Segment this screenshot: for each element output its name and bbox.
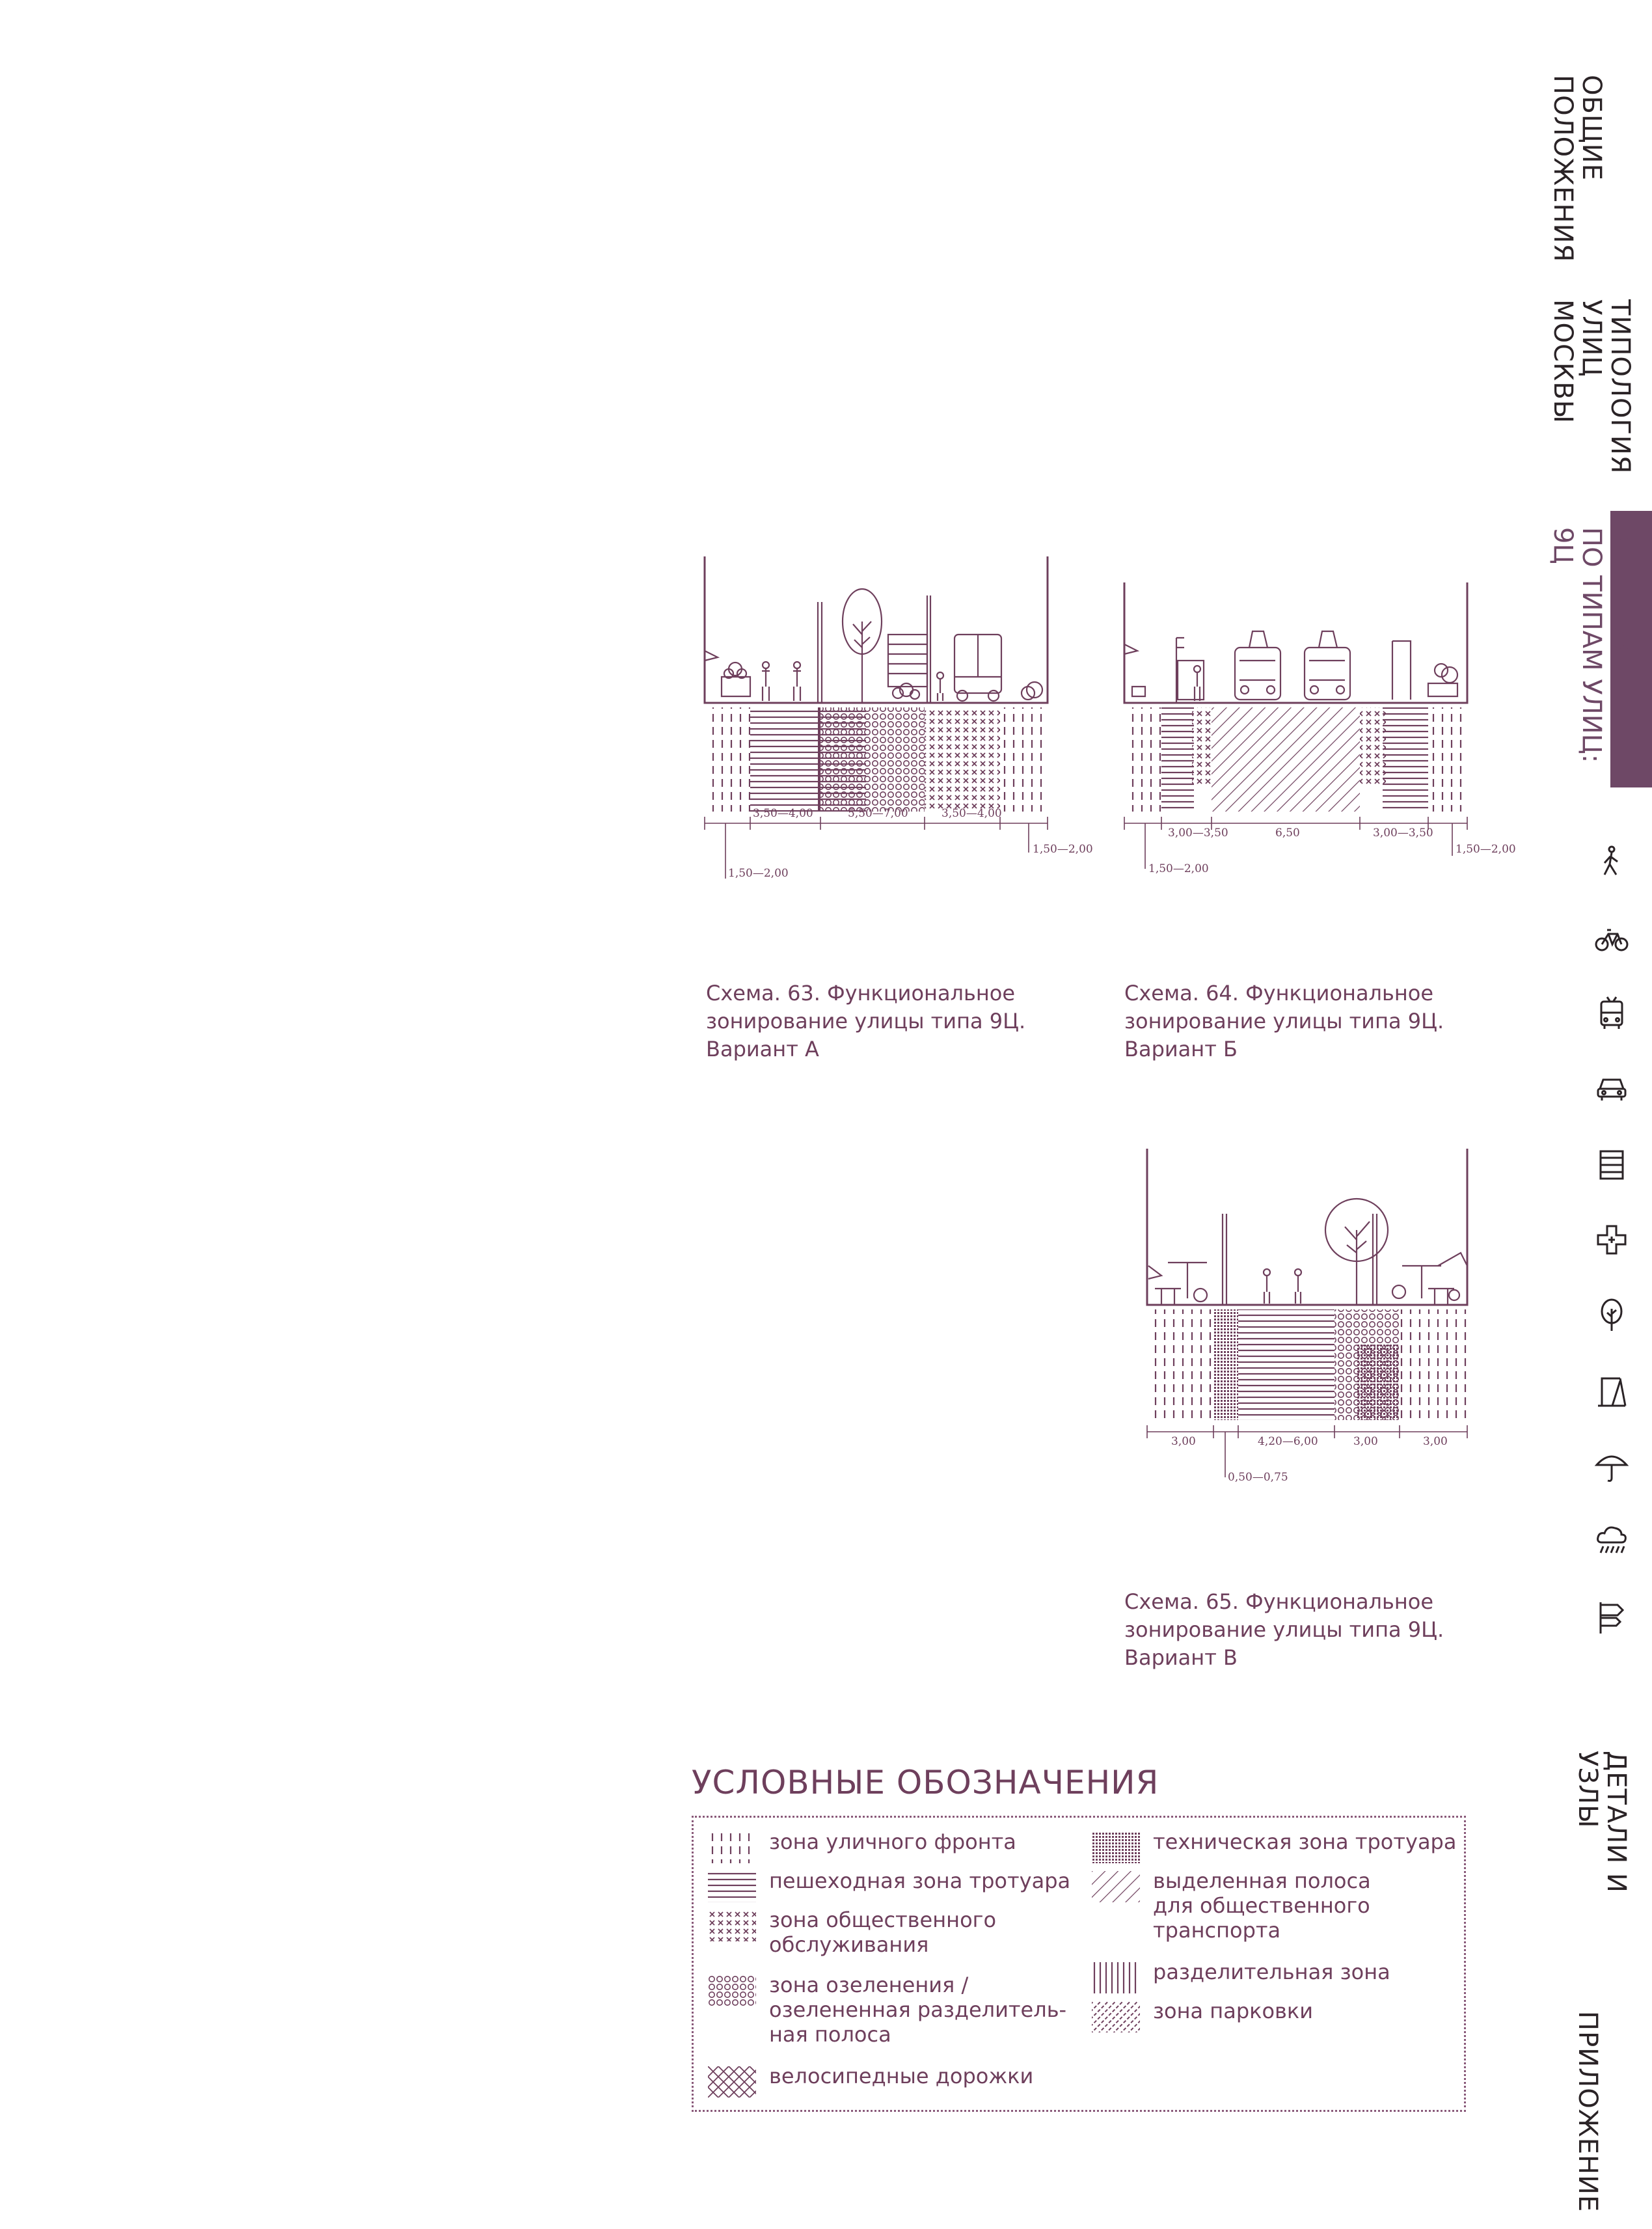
dim-label: 0,50—0,75 bbox=[1228, 1471, 1288, 1484]
nav-solutions[interactable]: РЕШЕНИЯ ПО ТИПАМ УЛИЦ: 9Ц bbox=[1548, 527, 1635, 763]
dim-label: 1,50—2,00 bbox=[1148, 862, 1209, 875]
dim-label: 1,50—2,00 bbox=[1456, 843, 1516, 856]
trolleybus-icon[interactable] bbox=[1594, 996, 1629, 1031]
scheme-65-diagram bbox=[1142, 1149, 1506, 1559]
legend-title: УСЛОВНЫЕ ОБОЗНАЧЕНИЯ bbox=[692, 1764, 1159, 1801]
dim-label: 3,00 bbox=[1171, 1435, 1196, 1448]
zone-street-front bbox=[706, 707, 750, 812]
signpost-icon[interactable] bbox=[1594, 1600, 1629, 1635]
pattern-dense-dots-icon bbox=[1092, 1832, 1140, 1863]
scheme-64-caption: Схема. 64. Функциональное зонирование улицы типа 9Ц. Вариант Б bbox=[1124, 981, 1444, 1061]
dim-label: 3,50—4,00 bbox=[753, 807, 813, 820]
scheme-63-diagram bbox=[699, 556, 1103, 960]
zone-greenery bbox=[820, 707, 925, 812]
legend-item: выделенная полоса для общественного транспорта bbox=[1092, 1868, 1371, 1943]
zone-public-service bbox=[925, 707, 1000, 812]
dim-label: 6,50 bbox=[1275, 827, 1300, 840]
legend-box bbox=[692, 1816, 1466, 2112]
pedestrian-icon[interactable] bbox=[1594, 845, 1629, 880]
pattern-diagonal-dashes-icon bbox=[1092, 2001, 1140, 2032]
nav-appendix[interactable]: ПРИЛОЖЕНИЕ bbox=[1573, 2011, 1603, 2213]
dim-label: 3,00—3,50 bbox=[1168, 827, 1228, 840]
nav-details[interactable]: ДЕТАЛИ И УЗЛЫ bbox=[1573, 1751, 1631, 1893]
scheme-64-diagram bbox=[1119, 582, 1523, 960]
dim-label: 4,20—6,00 bbox=[1258, 1435, 1318, 1448]
tree-icon[interactable] bbox=[1594, 1297, 1629, 1332]
pattern-diagonal-lines-icon bbox=[1092, 1871, 1140, 1902]
bicycle-icon[interactable] bbox=[1594, 921, 1629, 956]
dim-label: 3,00 bbox=[1423, 1435, 1448, 1448]
dim-label: 3,50—4,00 bbox=[941, 807, 1002, 820]
legend-item: зона парковки bbox=[1092, 1999, 1313, 2032]
legend-item: техническая зона тротуара bbox=[1092, 1829, 1456, 1863]
legend-item: пешеходная зона тротуара bbox=[708, 1868, 1070, 1902]
legend-item: зона уличного фронта bbox=[708, 1829, 1016, 1863]
nav-general[interactable]: ОБЩИЕ ПОЛОЖЕНИЯ bbox=[1548, 75, 1606, 263]
pattern-horizontal-lines-icon bbox=[708, 1871, 756, 1902]
pattern-crosshatch-icon bbox=[708, 2066, 756, 2098]
layers-icon[interactable] bbox=[1594, 1147, 1629, 1183]
pattern-crosses-icon bbox=[708, 1910, 756, 1941]
dim-label: 3,00 bbox=[1353, 1435, 1378, 1448]
umbrella-icon[interactable] bbox=[1594, 1448, 1629, 1483]
pattern-vertical-dashes-icon bbox=[708, 1832, 756, 1863]
legend-item: разделительная зона bbox=[1092, 1960, 1390, 1993]
zone-street-front-right bbox=[1000, 707, 1047, 812]
dim-label: 5,50—7,00 bbox=[848, 807, 908, 820]
pattern-vertical-lines-icon bbox=[1092, 1962, 1140, 1993]
nav-typology[interactable]: ТИПОЛОГИЯ УЛИЦ МОСКВЫ bbox=[1548, 299, 1635, 474]
pattern-circles-icon bbox=[708, 1975, 756, 2006]
dim-label: 1,50—2,00 bbox=[1033, 843, 1093, 856]
scheme-63-caption: Схема. 63. Функциональное зонирование улицы типа 9Ц. Вариант А bbox=[706, 981, 1026, 1061]
scheme-65-caption: Схема. 65. Функциональное зонирование улицы типа 9Ц. Вариант В bbox=[1124, 1589, 1444, 1670]
legend-item: зона озеленения / озелененная разделитель- ная полоса bbox=[708, 1973, 1066, 2047]
dim-label: 3,00—3,50 bbox=[1373, 827, 1433, 840]
medical-cross-icon[interactable] bbox=[1594, 1222, 1629, 1257]
car-icon[interactable] bbox=[1594, 1071, 1629, 1106]
lamp-post-icon[interactable] bbox=[1594, 1373, 1629, 1408]
legend-item: велосипедные дорожки bbox=[708, 2064, 1033, 2098]
rain-cloud-icon[interactable] bbox=[1594, 1523, 1629, 1558]
legend-item: зона общественного обслуживания bbox=[708, 1908, 996, 1957]
dim-label: 1,50—2,00 bbox=[728, 867, 789, 880]
